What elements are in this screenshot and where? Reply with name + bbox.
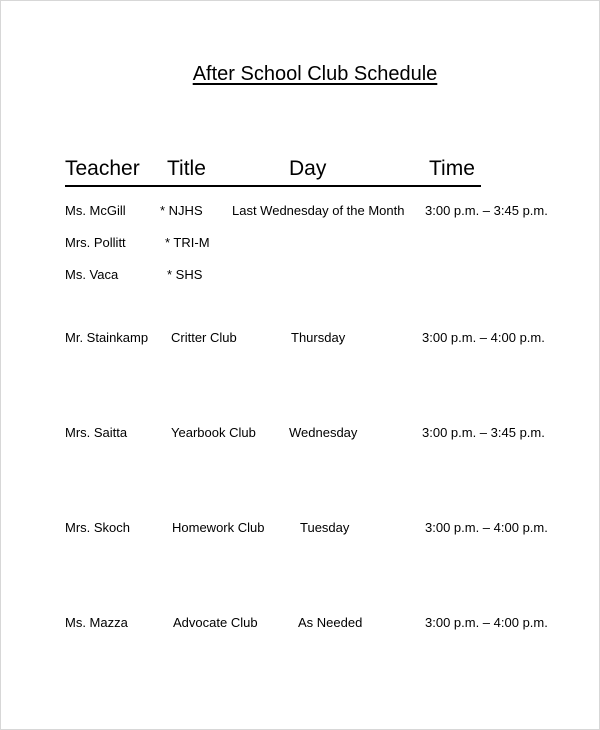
- row-title: * TRI-M: [165, 235, 210, 250]
- row-teacher: Mrs. Skoch: [65, 520, 131, 535]
- row-teacher: Mr. Stainkamp: [65, 330, 149, 345]
- row-day: As Needed: [298, 615, 363, 630]
- row-title: Critter Club: [171, 330, 237, 345]
- header-day: Day: [289, 157, 327, 180]
- header-teacher: Teacher: [65, 157, 140, 180]
- row-time: 3:00 p.m. – 3:45 p.m.: [425, 203, 548, 218]
- row-day: Thursday: [291, 330, 346, 345]
- row-teacher: Mrs. Pollitt: [65, 235, 126, 250]
- row-teacher: Ms. Mazza: [65, 615, 128, 630]
- page-title: After School Club Schedule: [192, 63, 438, 85]
- row-day: Tuesday: [300, 520, 350, 535]
- row-teacher: Ms. McGill: [65, 203, 126, 218]
- row-time: 3:00 p.m. – 3:45 p.m.: [422, 425, 545, 440]
- row-teacher: Ms. Vaca: [65, 267, 119, 282]
- row-teacher: Mrs. Saitta: [65, 425, 128, 440]
- row-day: Wednesday: [289, 425, 358, 440]
- row-day: Last Wednesday of the Month: [232, 203, 405, 218]
- row-title: Yearbook Club: [171, 425, 256, 440]
- row-title: * SHS: [167, 267, 203, 282]
- row-title: Homework Club: [172, 520, 265, 535]
- row-title: * NJHS: [160, 203, 203, 218]
- row-time: 3:00 p.m. – 4:00 p.m.: [425, 520, 548, 535]
- row-time: 3:00 p.m. – 4:00 p.m.: [422, 330, 545, 345]
- table-header: [65, 157, 481, 187]
- row-title: Advocate Club: [173, 615, 258, 630]
- header-title: Title: [167, 157, 206, 180]
- header-time: Time: [429, 157, 475, 180]
- row-time: 3:00 p.m. – 4:00 p.m.: [425, 615, 548, 630]
